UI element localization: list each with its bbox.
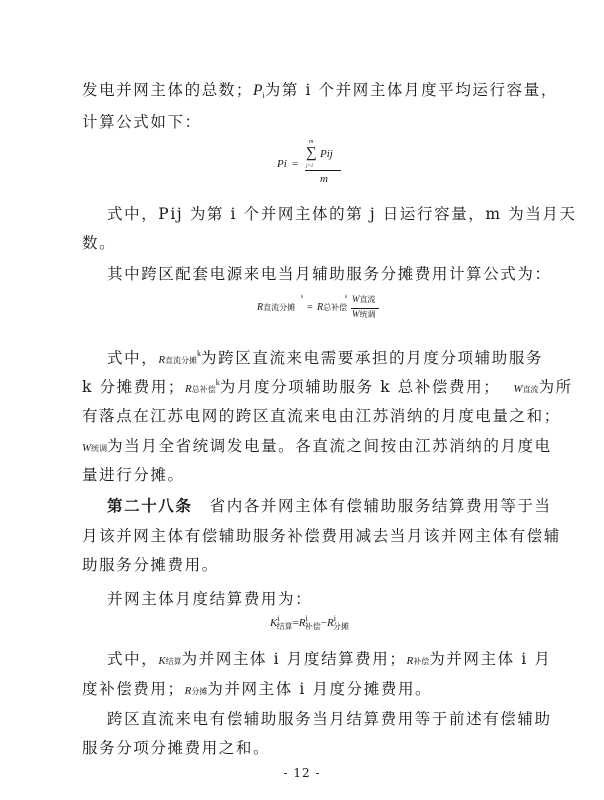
formula-r-total: R总补偿 (317, 302, 348, 313)
denominator-w: W统调 (352, 309, 376, 319)
text-line-17: 跨区直流来电有偿辅助服务当月结算费用等于前述有偿辅助 (107, 710, 552, 728)
formula-cross-region (257, 292, 397, 328)
sum-upper: m (309, 139, 314, 145)
math-symbol-pi: Pi (253, 82, 265, 100)
math-symbol: R直流分摊$^k$ (158, 349, 202, 366)
text-line-5: 其中跨区配套电源来电当月辅助服务分摊费用计算公式为： (107, 265, 552, 283)
math-symbol: W直流 (513, 383, 539, 395)
formula-k2: k (345, 295, 348, 300)
text-line-13: 助服务分摊费用。 (82, 556, 219, 574)
math-symbol: R分摊 (184, 685, 208, 697)
text-line-10: 量进行分摊。 (82, 466, 185, 484)
formula-settlement: $K^i_{结算}=R^i_{补偿}-R^i_{分摊}$ (270, 614, 349, 631)
text-line-15: 式中，K结算为并网主体 i 月度结算费用；R补偿为并网主体 i 月 (107, 650, 552, 668)
formula-r: R直流分摊 (257, 302, 296, 313)
text-line-16: 度补偿费用；R分摊为并网主体 i 月度分摊费用。 (82, 680, 433, 698)
math-symbol: R补偿 (406, 655, 430, 667)
formula-eq: = (292, 158, 299, 170)
text-segment: 为第 i 个并网主体月度平均运行容量， (264, 81, 558, 99)
text-line-6: 式中，R直流分摊$^k$为跨区直流来电需要承担的月度分项辅助服务 (107, 349, 544, 367)
formula-pi (277, 140, 377, 190)
sum-lower: j=1 (306, 164, 314, 169)
formula-lhs: Pi (277, 158, 287, 170)
text-line-3: 式中，Pij 为第 i 个并网主体的第 j 日运行容量，m 为当月天 (107, 205, 577, 223)
text-line-11: 第二十八条 省内各并网主体有偿辅助服务结算费用等于当 (107, 496, 552, 515)
text-line-2: 计算公式如下： (82, 113, 202, 131)
math-symbol: R总补偿$^k$ (185, 378, 220, 395)
numerator: Pij (320, 148, 333, 160)
text-line-12: 月该并网主体有偿辅助服务补偿费用减去当月该并网主体有偿辅 (82, 527, 561, 545)
math-symbol: K结算 (158, 655, 182, 667)
denominator: m (320, 173, 328, 185)
text-segment: 发电并网主体的总数； (82, 81, 254, 99)
text-line-9: W统调为当月全省统调发电量。各直流之间按由江苏消纳的月度电 (82, 437, 552, 455)
fraction-bar (305, 170, 341, 171)
formula-eq: = (307, 302, 313, 313)
text-line-14: 并网主体月度结算费用为： (107, 590, 313, 608)
formula-k: k (301, 295, 304, 300)
math-symbol: W统调 (82, 442, 108, 454)
sigma-symbol: ∑ (306, 145, 317, 161)
text-line-7: k 分摊费用；R总补偿$^k$为月度分项辅助服务 k 总补偿费用； W直流为所 (82, 378, 573, 396)
page-number: - 12 - (283, 766, 321, 780)
text-line-8: 有落点在江苏电网的跨区直流来电由江苏消纳的月度电量之和； (82, 407, 561, 425)
numerator-w: W直流 (352, 294, 376, 304)
text-line-1 (82, 80, 558, 103)
text-line-18: 服务分项分摊费用之和。 (82, 739, 271, 757)
text-line-4: 数。 (82, 234, 117, 252)
article-title: 第二十八条 (107, 496, 193, 515)
